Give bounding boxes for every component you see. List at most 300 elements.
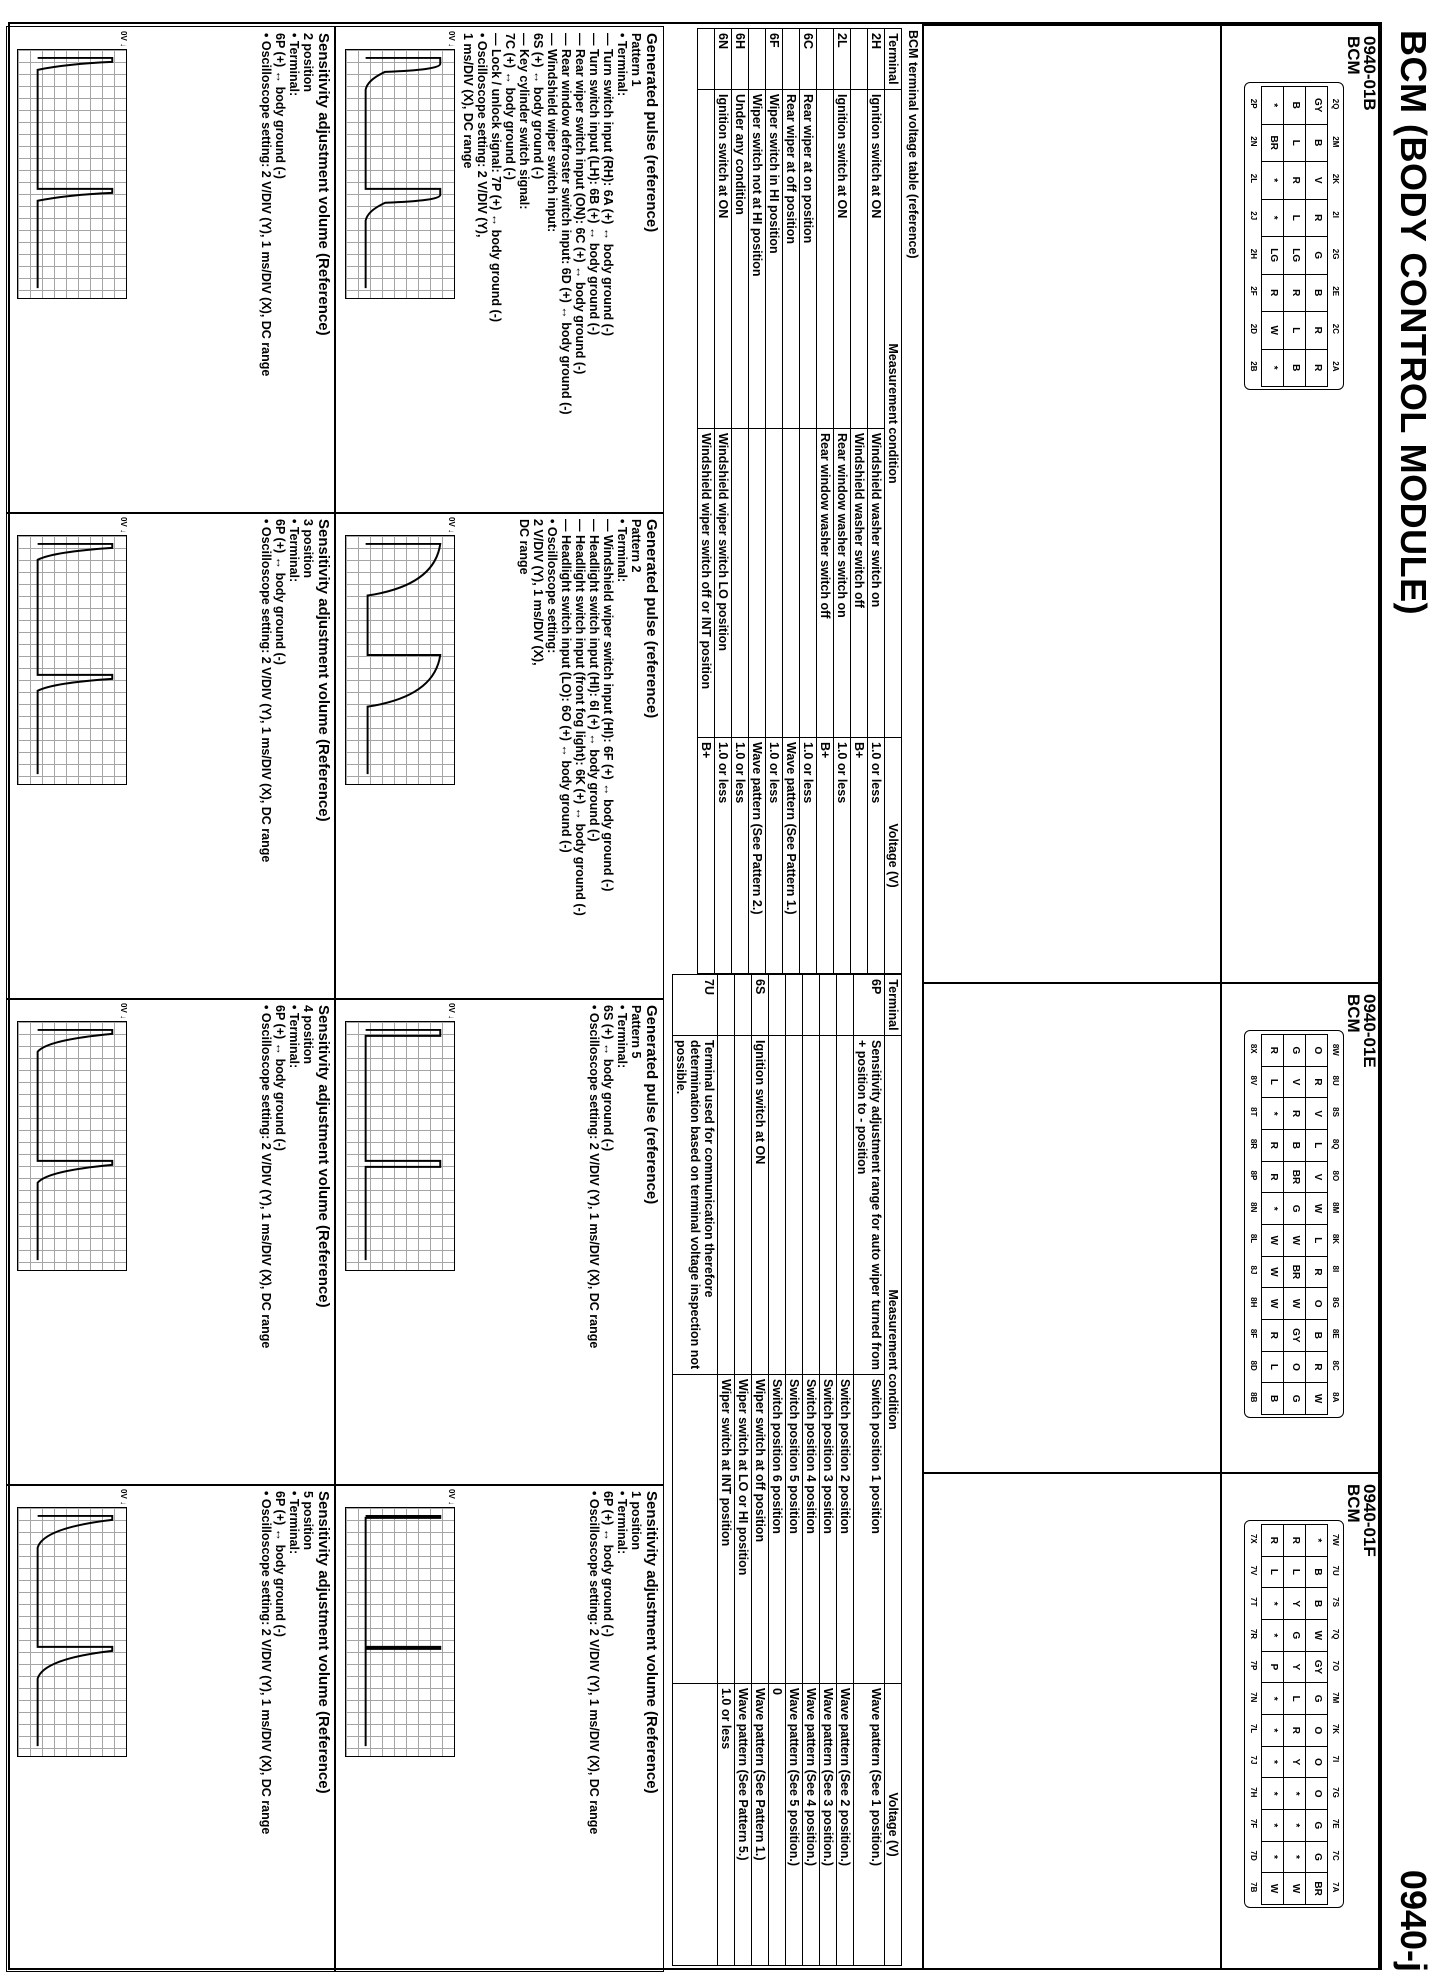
terminal-cell	[803, 975, 820, 1036]
voltage-table-right	[672, 974, 902, 1966]
zero-volt-label: 0V ↓	[447, 1003, 456, 1020]
pulse-section	[334, 1484, 664, 1972]
pin-label: 7U	[1331, 1565, 1340, 1576]
pin-label: 8M	[1331, 1202, 1340, 1214]
pin-cell: R	[1283, 274, 1306, 313]
pin-label: 8J	[1249, 1265, 1258, 1275]
pin-cell: G	[1305, 236, 1328, 275]
pin-cell: R	[1283, 1097, 1306, 1130]
pin-label: 7A	[1331, 1882, 1340, 1893]
table-row	[783, 29, 800, 974]
connector-name: BCM	[1344, 36, 1363, 75]
pin-cell: R	[1305, 311, 1328, 350]
sub-condition-cell	[783, 429, 800, 738]
table-row	[673, 975, 718, 1966]
pin-cell: *	[1283, 1809, 1306, 1842]
pulse-section	[6, 26, 336, 514]
pulse-line: 2 position	[301, 33, 315, 93]
pin-label: 2P	[1249, 98, 1258, 109]
pin-label: 8S	[1331, 1107, 1340, 1117]
zero-volt-label: 0V ↓	[447, 1489, 456, 1506]
pin-label: 8U	[1331, 1075, 1340, 1086]
pin-cell: *	[1261, 1809, 1284, 1842]
connector-name: BCM	[1344, 1484, 1363, 1523]
pulse-line: • Oscilloscope setting: 2 V/DIV (Y), 1 ms/DIV (X), DC range	[259, 1491, 273, 1835]
pin-cell: O	[1305, 1714, 1328, 1747]
pin-label: 7Q	[1331, 1628, 1340, 1640]
terminal-cell: 6S	[752, 975, 769, 1036]
voltage-cell: 1.0 or less	[766, 738, 783, 974]
zero-volt-label: 0V ↓	[119, 1489, 128, 1506]
pin-cell: R	[1261, 274, 1284, 313]
sub-condition-cell: Wiper switch at INT position	[718, 1375, 735, 1684]
pulse-line: • Oscilloscope setting: 2 V/DIV (Y), 1 ms/DIV (X), DC range	[259, 1005, 273, 1349]
pin-cell: G	[1305, 1841, 1328, 1874]
pin-label: 7T	[1249, 1597, 1258, 1607]
pin-cell: *	[1261, 1841, 1284, 1874]
pulse-line: 2 V/DIV (Y), 1 ms/DIV (X),	[531, 519, 545, 666]
pin-cell: W	[1261, 1224, 1284, 1257]
pin-cell: B	[1305, 1319, 1328, 1352]
pulse-line: DC range	[517, 519, 531, 575]
pin-label: 7P	[1249, 1660, 1258, 1671]
pin-label: 8H	[1249, 1297, 1258, 1308]
pin-cell: B	[1283, 349, 1306, 388]
pin-label: 8E	[1331, 1328, 1340, 1339]
pulse-line: 5 position	[301, 1491, 315, 1551]
pulse-line: — Lock / unlock signal: 7P (+) ↔ body ground (-)	[489, 33, 503, 323]
pin-label: 8A	[1331, 1392, 1340, 1403]
pulse-description	[461, 33, 659, 415]
oscilloscope-graph	[17, 1021, 127, 1271]
waveform-trace	[38, 58, 113, 288]
pin-cell: *	[1261, 1714, 1284, 1747]
condition-cell	[735, 1036, 752, 1375]
condition-cell: Terminal used for communication therefore determination based on terminal voltage inspection not possible.	[673, 1036, 718, 1375]
condition-cell	[718, 1036, 735, 1375]
pulse-heading: Generated pulse (reference)	[643, 33, 660, 233]
voltage-cell: B+	[851, 738, 868, 974]
pin-cell: L	[1283, 199, 1306, 238]
pulse-line: • Oscilloscope setting: 2 V/DIV (Y), 1 ms/DIV (X), DC range	[587, 1491, 601, 1835]
sub-condition-cell: Windshield wiper switch LO position	[715, 429, 732, 738]
sub-condition-cell: Switch position 3 position	[820, 1375, 837, 1684]
pulse-line: — Headlight switch input (HI): 6I (+) ↔ body ground (-)	[587, 519, 601, 842]
sub-condition-cell: Switch position 5 position	[786, 1375, 803, 1684]
pin-label: 7O	[1331, 1660, 1340, 1672]
pin-label: 7E	[1331, 1818, 1340, 1829]
pin-cell: R	[1261, 1129, 1284, 1162]
pin-cell: W	[1261, 1256, 1284, 1289]
pulse-line: — Key cylinder switch signal:	[517, 33, 531, 210]
pin-label: 8B	[1249, 1392, 1258, 1403]
pin-label: 2L	[1249, 173, 1258, 184]
pin-label: 8T	[1249, 1107, 1258, 1117]
pin-cell: B	[1305, 1556, 1328, 1589]
pin-label: 2Q	[1331, 98, 1340, 110]
pin-label: 7M	[1331, 1692, 1340, 1704]
voltage-cell	[673, 1684, 718, 1966]
pulse-heading: Sensitivity adjustment volume (Reference)	[315, 1491, 332, 1794]
terminal-cell	[749, 29, 766, 90]
voltage-cell: 0	[769, 1684, 786, 1966]
pin-label: 7X	[1249, 1533, 1258, 1544]
pin-cell: R	[1261, 1319, 1284, 1352]
pin-label: 2D	[1249, 323, 1258, 334]
voltage-cell: Wave pattern (See Pattern 2.)	[749, 738, 766, 974]
pin-label: 7N	[1249, 1692, 1258, 1703]
pin-cell: O	[1305, 1777, 1328, 1810]
zero-volt-label: 0V ↓	[119, 517, 128, 534]
pin-cell: BR	[1305, 1872, 1328, 1905]
waveform-trace	[38, 1516, 113, 1746]
sub-condition-cell: Wiper switch at LO or HI position	[735, 1375, 752, 1684]
table-row	[820, 975, 837, 1966]
pin-cell: R	[1305, 199, 1328, 238]
pulse-line: • Terminal:	[615, 1491, 629, 1555]
pulse-line: 6P (+) ↔ body ground (-)	[273, 519, 287, 665]
pin-cell: W	[1305, 1192, 1328, 1225]
pin-cell: B	[1305, 1587, 1328, 1620]
pulse-description	[259, 519, 331, 862]
table-row	[766, 29, 783, 974]
waveform	[346, 50, 454, 298]
pin-label: 2H	[1249, 248, 1258, 259]
condition-cell: Rear wiper at off position	[783, 90, 800, 429]
table-row	[698, 29, 715, 974]
pin-label: 7F	[1249, 1818, 1258, 1829]
pulse-line: — Turn switch input (LH): 6B (+) ↔ body ground (-)	[587, 33, 601, 336]
table-row	[769, 975, 786, 1966]
zero-volt-label: 0V ↓	[119, 31, 128, 48]
pin-cell: *	[1261, 349, 1284, 388]
pin-cell: V	[1305, 161, 1328, 200]
table-header-cell: Voltage (V)	[885, 738, 902, 974]
frame-divider	[1220, 24, 1222, 1970]
pin-cell: *	[1283, 1841, 1306, 1874]
voltage-cell: Wave pattern (See Pattern 1.)	[752, 1684, 769, 1966]
pin-label: 8R	[1249, 1138, 1258, 1150]
sub-condition-cell: Switch position 6 position	[769, 1375, 786, 1684]
pulse-heading: Generated pulse (reference)	[643, 519, 660, 719]
zero-volt-label: 0V ↓	[447, 517, 456, 534]
terminal-cell	[769, 975, 786, 1036]
pulse-line: Pattern 1	[629, 33, 643, 87]
pin-label: 8K	[1331, 1233, 1340, 1245]
connector-id: 0940-01B	[1360, 36, 1379, 111]
table-header-cell: Measurement condition	[885, 1036, 902, 1684]
sub-condition-cell: Rear window washer switch off	[817, 429, 834, 738]
pin-label: 8C	[1331, 1360, 1340, 1371]
condition-cell: Under any condition	[732, 90, 749, 429]
table-header-cell: Measurement condition	[885, 90, 902, 738]
pulse-line: 1 ms/DIV (X), DC range	[461, 33, 475, 169]
voltage-cell: 1.0 or less	[834, 738, 851, 974]
sub-condition-cell: Windshield wiper switch off or INT position	[698, 429, 715, 738]
terminal-cell	[698, 29, 715, 90]
pulse-line: — Windshield wiper switch input (HI): 6F (+) ↔ body ground (-)	[601, 519, 615, 892]
pin-cell: G	[1283, 1034, 1306, 1067]
pulse-section	[6, 512, 336, 1000]
pin-label: 8X	[1249, 1043, 1258, 1054]
voltage-table-caption: BCM terminal voltage table (reference)	[906, 30, 920, 259]
voltage-cell: Wave pattern (See 2 position.)	[837, 1684, 854, 1966]
waveform-trace	[366, 1516, 441, 1746]
pin-cell: B	[1283, 1129, 1306, 1162]
condition-cell: Ignition switch at ON	[868, 90, 885, 429]
terminal-cell	[837, 975, 854, 1036]
document-frame	[8, 22, 1382, 1970]
pin-cell: *	[1261, 1587, 1284, 1620]
pin-label: 8F	[1249, 1328, 1258, 1339]
sub-condition-cell	[766, 429, 783, 738]
pin-cell: G	[1283, 1382, 1306, 1415]
condition-cell	[803, 1036, 820, 1375]
terminal-cell: 6P	[854, 975, 885, 1036]
pulse-heading: Generated pulse (reference)	[643, 1005, 660, 1205]
voltage-cell: Wave pattern (See Pattern 1.)	[783, 738, 800, 974]
condition-cell: Wiper switch not at HI position	[749, 90, 766, 429]
pin-label: 2I	[1331, 211, 1340, 218]
pulse-line: — Rear window defroster switch input: 6D (+) ↔ body ground (-)	[559, 33, 573, 415]
pulse-line: • Terminal:	[287, 519, 301, 583]
table-row	[732, 29, 749, 974]
pin-cell: Y	[1283, 1587, 1306, 1620]
pin-cell: B	[1261, 1382, 1284, 1415]
condition-cell: Wiper switch in HI position	[766, 90, 783, 429]
table-header-cell: Terminal	[885, 29, 902, 90]
voltage-cell: B+	[817, 738, 834, 974]
pulse-section	[334, 26, 664, 514]
pin-cell: *	[1261, 161, 1284, 200]
sub-condition-cell	[732, 429, 749, 738]
pin-label: 7I	[1331, 1755, 1340, 1763]
voltage-cell: 1.0 or less	[800, 738, 817, 974]
pin-cell: W	[1261, 1287, 1284, 1320]
pin-label: 2B	[1249, 361, 1258, 372]
pin-label: 2E	[1331, 286, 1340, 297]
table-row	[749, 29, 766, 974]
pulse-line: • Oscilloscope setting: 2 V/DIV (Y), 1 ms/DIV (X), DC range	[259, 519, 273, 863]
pin-cell: L	[1305, 1224, 1328, 1257]
sub-condition-cell: Switch position 1 position	[854, 1375, 885, 1684]
condition-cell	[820, 1036, 837, 1375]
pin-cell: L	[1261, 1351, 1284, 1384]
condition-cell: Sensitivity adjustment range for auto wiper turned from + position to - position	[854, 1036, 885, 1375]
pin-cell: G	[1305, 1809, 1328, 1842]
pin-label: 8N	[1249, 1202, 1258, 1213]
pin-cell: O	[1305, 1034, 1328, 1067]
pin-label: 7D	[1249, 1850, 1258, 1861]
waveform-trace	[38, 544, 113, 774]
pin-cell: R	[1305, 1351, 1328, 1384]
voltage-cell: Wave pattern (See 1 position.)	[854, 1684, 885, 1966]
pin-cell: R	[1305, 1066, 1328, 1099]
terminal-cell	[718, 975, 735, 1036]
sub-condition-cell	[673, 1375, 718, 1684]
pin-cell: G	[1283, 1192, 1306, 1225]
table-header-row	[885, 29, 902, 974]
voltage-cell: 1.0 or less	[868, 738, 885, 974]
oscilloscope-graph	[345, 535, 455, 785]
pulse-line: — Turn switch input (RH): 6A (+) ↔ body ground (-)	[601, 33, 615, 337]
oscilloscope-graph	[345, 1021, 455, 1271]
pin-cell: *	[1261, 1746, 1284, 1779]
condition-cell	[851, 90, 868, 429]
pin-cell: O	[1305, 1746, 1328, 1779]
pulse-line: • Oscilloscope setting:	[545, 519, 559, 654]
pin-cell: G	[1283, 1619, 1306, 1652]
terminal-cell	[735, 975, 752, 1036]
pin-label: 7R	[1249, 1628, 1258, 1640]
connector-id: 0940-01F	[1360, 1484, 1379, 1557]
pulse-line: 6P (+) ↔ body ground (-)	[273, 1491, 287, 1637]
pulse-line: 6P (+) ↔ body ground (-)	[273, 33, 287, 179]
pin-cell: L	[1283, 1682, 1306, 1715]
waveform	[18, 536, 126, 784]
pin-cell: R	[1283, 161, 1306, 200]
pulse-line: • Terminal:	[615, 33, 629, 97]
pin-cell: W	[1283, 1224, 1306, 1257]
pulse-description	[587, 1005, 659, 1348]
pin-cell: BR	[1283, 1256, 1306, 1289]
terminal-cell	[820, 975, 837, 1036]
pin-cell: *	[1305, 1524, 1328, 1557]
pin-cell: L	[1283, 1556, 1306, 1589]
pulse-line: • Oscilloscope setting: 2 V/DIV (Y), 1 ms/DIV (X), DC range	[259, 33, 273, 377]
pulse-line: — Headlight switch input (LO): 6O (+) ↔ body ground (-)	[559, 519, 573, 853]
voltage-cell: 1.0 or less	[718, 1684, 735, 1966]
pulse-description	[259, 33, 331, 376]
connector-outline	[1244, 1030, 1344, 1418]
pulse-line: • Terminal:	[615, 1005, 629, 1069]
terminal-cell	[851, 29, 868, 90]
table-row	[854, 975, 885, 1966]
voltage-cell: B+	[698, 738, 715, 974]
waveform	[346, 536, 454, 784]
pulse-line: • Oscilloscope setting: 2 V/DIV (Y),	[475, 33, 489, 238]
table-row	[834, 29, 851, 974]
pin-cell: O	[1283, 1351, 1306, 1384]
pin-cell: *	[1261, 199, 1284, 238]
pin-label: 7G	[1331, 1787, 1340, 1798]
pin-label: 2A	[1331, 361, 1340, 372]
pulse-line: 6S (+) ↔ body ground (-)	[601, 1005, 615, 1152]
pin-label: 2M	[1331, 136, 1340, 148]
oscilloscope-graph	[345, 1507, 455, 1757]
pin-cell: L	[1283, 124, 1306, 163]
pin-cell: GY	[1305, 1651, 1328, 1684]
pin-cell: W	[1283, 1872, 1306, 1905]
waveform	[346, 1022, 454, 1270]
pin-cell: W	[1283, 1287, 1306, 1320]
condition-cell	[817, 90, 834, 429]
pin-cell: LG	[1261, 236, 1284, 275]
oscilloscope-graph	[17, 49, 127, 299]
table-row	[786, 975, 803, 1966]
page-title: BCM (BODY CONTROL MODULE)	[1393, 30, 1434, 616]
pin-cell: W	[1261, 311, 1284, 350]
voltage-cell: Wave pattern (See 5 position.)	[786, 1684, 803, 1966]
pin-cell: R	[1261, 1161, 1284, 1194]
waveform	[18, 50, 126, 298]
table-header-cell: Terminal	[885, 975, 902, 1036]
oscilloscope-graph	[345, 49, 455, 299]
sub-condition-cell: Rear window washer switch on	[834, 429, 851, 738]
pulse-heading: Sensitivity adjustment volume (Reference)	[643, 1491, 660, 1794]
condition-cell	[786, 1036, 803, 1375]
pulse-description	[587, 1491, 659, 1834]
pin-cell: G	[1305, 1682, 1328, 1715]
condition-cell	[769, 1036, 786, 1375]
sub-condition-cell: Wiper switch at off position	[752, 1375, 769, 1684]
voltage-cell: Wave pattern (See Pattern 5.)	[735, 1684, 752, 1966]
pin-label: 8D	[1249, 1360, 1258, 1371]
pulse-line: 7C (+) ↔ body ground (-)	[503, 33, 517, 180]
pin-cell: *	[1261, 1192, 1284, 1225]
oscilloscope-graph	[17, 1507, 127, 1757]
pulse-line: — Rear wiper switch input (ON): 6C (+) ↔ body ground (-)	[573, 33, 587, 375]
table-row	[715, 29, 732, 974]
pulse-line: 1 position	[629, 1491, 643, 1551]
terminal-cell: 6N	[715, 29, 732, 90]
pin-cell: R	[1305, 349, 1328, 388]
waveform-trace	[366, 1030, 441, 1260]
pin-cell: *	[1261, 1619, 1284, 1652]
pin-cell: R	[1261, 1034, 1284, 1067]
sub-condition-cell: Windshield washer switch on	[868, 429, 885, 738]
waveform-trace	[366, 544, 441, 774]
page-id: 0940-j	[1393, 1869, 1434, 1972]
terminal-cell	[817, 29, 834, 90]
pin-cell: B	[1305, 274, 1328, 313]
pin-cell: R	[1283, 1524, 1306, 1557]
pin-cell: GY	[1305, 86, 1328, 125]
pin-label: 8P	[1249, 1170, 1258, 1181]
table-row	[800, 29, 817, 974]
pulse-heading: Sensitivity adjustment volume (Reference)	[315, 1005, 332, 1308]
pin-label: 7C	[1331, 1850, 1340, 1861]
pin-label: 7W	[1331, 1533, 1340, 1546]
pulse-description	[259, 1491, 331, 1834]
terminal-cell	[786, 975, 803, 1036]
terminal-cell: 2L	[834, 29, 851, 90]
pin-label: 7K	[1331, 1723, 1340, 1735]
pin-label: 7B	[1249, 1882, 1258, 1893]
pulse-line: 6P (+) ↔ body ground (-)	[601, 1491, 615, 1637]
pin-label: 8Q	[1331, 1138, 1340, 1150]
terminal-cell: 6H	[732, 29, 749, 90]
pin-cell: BR	[1283, 1161, 1306, 1194]
pin-label: 7J	[1249, 1755, 1258, 1765]
oscilloscope-graph	[17, 535, 127, 785]
connector-outline	[1244, 82, 1344, 390]
table-row	[837, 975, 854, 1966]
table-row	[868, 29, 885, 974]
pin-cell: *	[1261, 86, 1284, 125]
pin-cell: R	[1261, 1524, 1284, 1557]
pin-cell: L	[1261, 1066, 1284, 1099]
pin-cell: BR	[1261, 124, 1284, 163]
pulse-section	[334, 998, 664, 1486]
table-row	[817, 29, 834, 974]
table-row	[803, 975, 820, 1966]
pin-label: 2K	[1331, 173, 1340, 184]
table-row	[718, 975, 735, 1966]
pin-cell: W	[1305, 1382, 1328, 1415]
pin-cell: W	[1261, 1872, 1284, 1905]
pulse-line: • Terminal:	[287, 1491, 301, 1555]
